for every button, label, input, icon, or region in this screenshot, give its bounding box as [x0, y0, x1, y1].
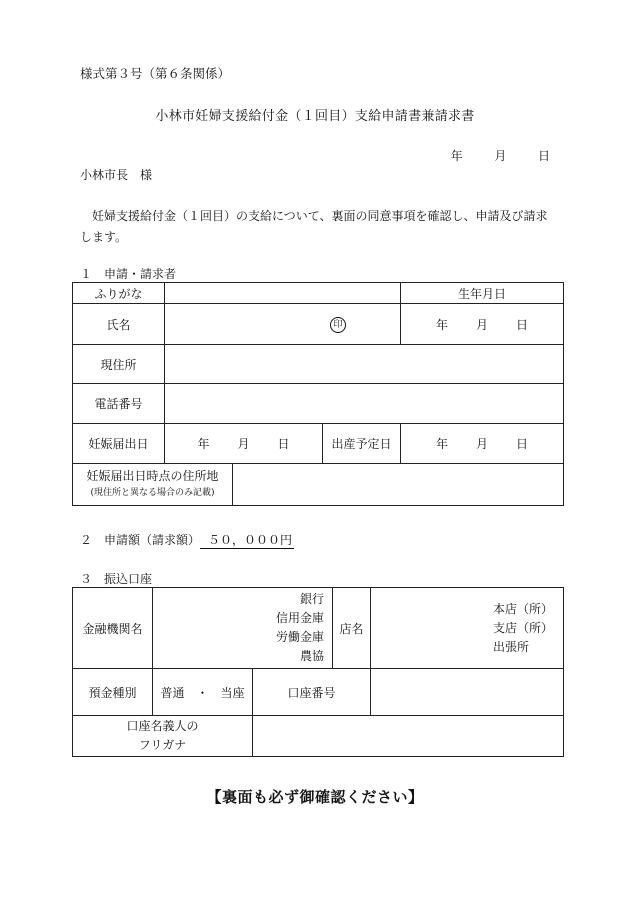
furigana-label: ふりがな — [73, 283, 165, 304]
section2-heading — [80, 531, 294, 548]
birth-day: 日 — [516, 317, 529, 332]
prev-address-note: (現住所と異なる場合のみ記載) — [90, 487, 215, 498]
holder-label-line1: 口座名義人の — [126, 719, 199, 733]
application-date — [451, 147, 550, 164]
account-number-field[interactable] — [371, 669, 564, 716]
amount-value: ５０，０００円 — [200, 533, 294, 549]
applicant-table — [72, 282, 564, 506]
due-month: 月 — [476, 437, 489, 451]
branch-field[interactable] — [371, 588, 564, 669]
address-field[interactable] — [165, 345, 564, 384]
report-day: 日 — [277, 437, 290, 451]
addressee: 小林市長 様 — [80, 168, 153, 182]
seal-icon: 印 — [330, 317, 346, 333]
bank-type-rokin: 労働金庫 — [276, 630, 325, 644]
form-number: 様式第３号（第６条関係） — [80, 66, 231, 81]
branch-label: 店名 — [333, 588, 371, 669]
report-year: 年 — [197, 437, 210, 451]
due-date-field[interactable] — [401, 424, 564, 464]
institution-label: 金融機関名 — [73, 588, 153, 669]
phone-label: 電話番号 — [73, 384, 165, 424]
date-month: 月 — [494, 149, 507, 163]
holder-label-cell — [73, 716, 253, 757]
birth-month: 月 — [476, 317, 489, 332]
body-text: 妊婦支援給付金（１回目）の支給について、裏面の同意事項を確認し、申請及び請求します。 — [80, 209, 548, 244]
date-year: 年 — [450, 149, 463, 163]
report-month: 月 — [237, 437, 250, 451]
account-type-field[interactable]: 普通 ・ 当座 — [153, 669, 253, 716]
table-row — [73, 464, 564, 506]
table-row — [73, 424, 564, 464]
branch-type-sub: 出張所 — [493, 639, 530, 654]
account-number-label: 口座番号 — [253, 669, 371, 716]
table-row — [73, 384, 564, 424]
pregnancy-report-label: 妊娠届出日 — [73, 424, 165, 464]
bank-account-table — [72, 587, 564, 757]
section3-heading: ３ 振込口座 — [80, 572, 153, 586]
bank-type-shinkin: 信用金庫 — [276, 611, 325, 625]
account-type-label: 預金種別 — [73, 669, 153, 716]
prev-address-field[interactable] — [233, 464, 564, 506]
table-row — [73, 304, 564, 345]
due-date-label: 出産予定日 — [323, 424, 401, 464]
bank-type-ja: 農協 — [300, 649, 325, 663]
amount-label: ２ 申請額（請求額） — [80, 533, 201, 547]
birthdate-field[interactable] — [401, 304, 564, 345]
name-field[interactable] — [165, 304, 401, 345]
back-page-notice: 【裏面も必ず御確認ください】 — [206, 788, 424, 806]
prev-address-label: 妊娠届出日時点の住所地 — [86, 468, 219, 483]
holder-label-line2: フリガナ — [138, 738, 187, 752]
birth-year: 年 — [435, 317, 448, 332]
table-row — [73, 345, 564, 384]
branch-type-main: 本店（所） — [493, 601, 554, 616]
phone-field[interactable] — [165, 384, 564, 424]
prev-address-label-cell — [73, 464, 233, 506]
bank-type-bank: 銀行 — [300, 592, 325, 606]
document-title: 小林市妊婦支援給付金（１回目）支給申請書兼請求書 — [155, 109, 475, 124]
institution-field[interactable] — [153, 588, 333, 669]
birthdate-label: 生年月日 — [401, 283, 564, 304]
address-label: 現住所 — [73, 345, 165, 384]
due-day: 日 — [516, 437, 529, 451]
table-row — [73, 283, 564, 304]
furigana-field[interactable] — [165, 283, 401, 304]
table-row — [73, 716, 564, 757]
holder-field[interactable] — [253, 716, 564, 757]
name-label: 氏名 — [73, 304, 165, 345]
due-year: 年 — [435, 437, 448, 451]
pregnancy-report-date-field[interactable] — [165, 424, 323, 464]
date-day: 日 — [537, 149, 550, 163]
table-row — [73, 669, 564, 716]
branch-type-branch: 支店（所） — [493, 620, 554, 635]
section1-heading: １ 申請・請求者 — [80, 267, 177, 281]
table-row — [73, 588, 564, 669]
